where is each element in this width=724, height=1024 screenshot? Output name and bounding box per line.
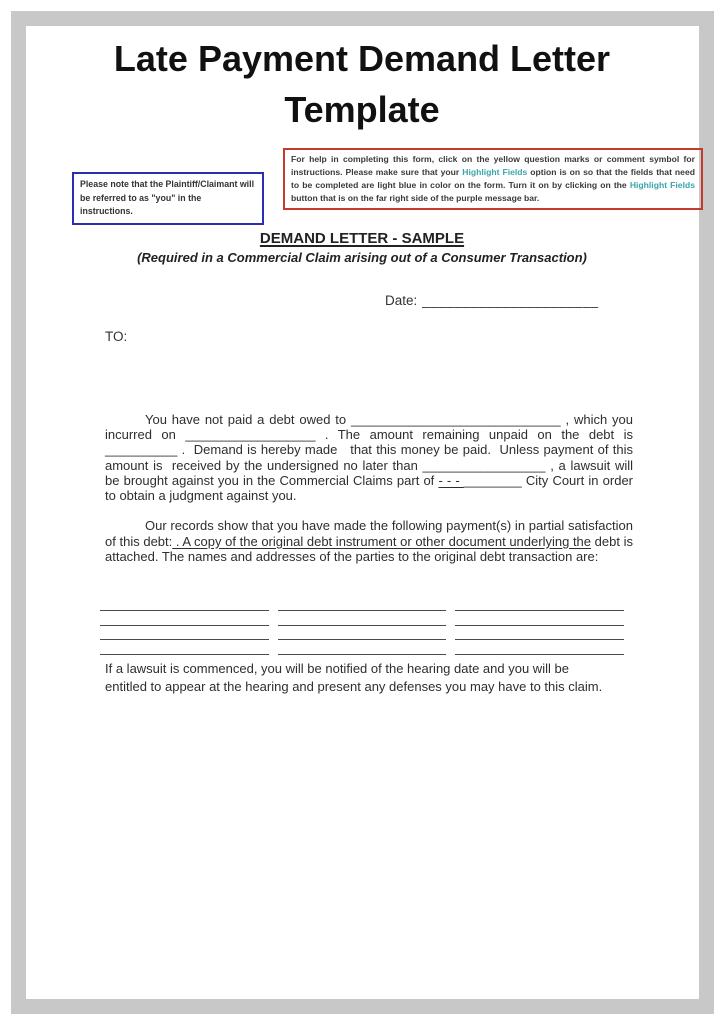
underlined-text: . A copy of the original debt instrument or other document underlying the — [172, 533, 592, 549]
fill-in-line[interactable] — [278, 597, 447, 611]
text-segment: debt is attached. The names and addresses of the parties to the original debt transaction are: — [105, 533, 633, 565]
fill-in-line[interactable] — [100, 597, 269, 611]
letter-heading — [0, 230, 724, 247]
page-title-line1: Late Payment Demand Letter — [113, 38, 611, 79]
fill-in-line[interactable] — [455, 626, 624, 640]
fill-in-line[interactable] — [278, 626, 447, 640]
page-title-line2: Template — [284, 89, 440, 130]
highlight-fields-text: Highlight Fields — [629, 180, 695, 190]
text-segment: option is on so that the fields that need to be completed are light blue in color on the form. Turn it on by clicking on the — [291, 167, 695, 190]
text-segment: , which you incurred on — [105, 412, 633, 443]
fill-in-blank[interactable]: __________ — [105, 442, 178, 458]
fill-in-blank[interactable]: _____________________________ — [350, 412, 561, 427]
fill-in-line[interactable] — [100, 640, 269, 654]
help-notice-box — [283, 148, 703, 210]
blank-grid-row — [100, 626, 624, 640]
fill-in-line[interactable] — [455, 611, 624, 625]
plaintiff-note-box: Please note that the Plaintiff/Claimant will be referred to as "you" in the instructions. — [72, 172, 264, 225]
fill-in-line[interactable] — [100, 611, 269, 625]
fill-in-blank[interactable]: ________ — [463, 472, 522, 488]
fill-in-line[interactable] — [455, 597, 624, 611]
fill-in-line[interactable] — [278, 640, 447, 654]
paragraph-records — [105, 518, 633, 565]
fill-in-line[interactable] — [100, 626, 269, 640]
page-title — [0, 33, 724, 135]
date-fill-in-blank[interactable]: ______________________ — [422, 293, 599, 308]
to-label: TO: — [105, 329, 128, 344]
text-segment: . Demand is hereby made that this money be paid. Unless payment of this amount is received by the undersigned no later than — [105, 442, 633, 473]
text-segment: button that is on the far right side of the purple message bar. — [291, 193, 540, 203]
text-segment: You have not paid a debt owed to — [145, 412, 351, 427]
letter-subheading: (Required in a Commercial Claim arising out of a Consumer Transaction) — [137, 250, 587, 265]
date-line — [385, 293, 598, 308]
text-segment: For help in completing this form, click on the yellow question marks or comment symbol for instructions. Please make sure that your — [291, 154, 695, 177]
fill-in-blank[interactable]: __________________ — [185, 427, 316, 443]
fill-in-line[interactable] — [278, 611, 447, 625]
text-segment: City Court in order to obtain a judgment against you. — [105, 472, 634, 504]
letter-heading-text: DEMAND LETTER - SAMPLE — [259, 230, 465, 247]
blank-grid-row — [100, 640, 624, 654]
blank-grid-row — [100, 611, 624, 625]
text-segment: . The amount remaining unpaid on the debt is — [315, 427, 633, 443]
fill-in-blank[interactable]: _________________ — [422, 457, 546, 473]
blank-grid-row — [100, 597, 624, 611]
parties-blank-grid — [100, 597, 624, 655]
text-segment: Our records show that you have made the following payment(s) in partial satisfaction of this debt: — [105, 518, 633, 549]
underlined-text: - - - — [438, 472, 464, 488]
text-segment: , a lawsuit will be brought against you in the Commercial Claims part of — [105, 457, 633, 488]
paragraph-lawsuit-notice: If a lawsuit is commenced, you will be notified of the hearing date and you will be entitled to appear at the hearing and present any defenses you may have to this claim. — [105, 661, 603, 694]
highlight-fields-text: Highlight Fields — [462, 167, 528, 177]
paragraph-debt-demand — [105, 412, 633, 503]
fill-in-line[interactable] — [455, 640, 624, 654]
date-label: Date: — [385, 293, 418, 308]
